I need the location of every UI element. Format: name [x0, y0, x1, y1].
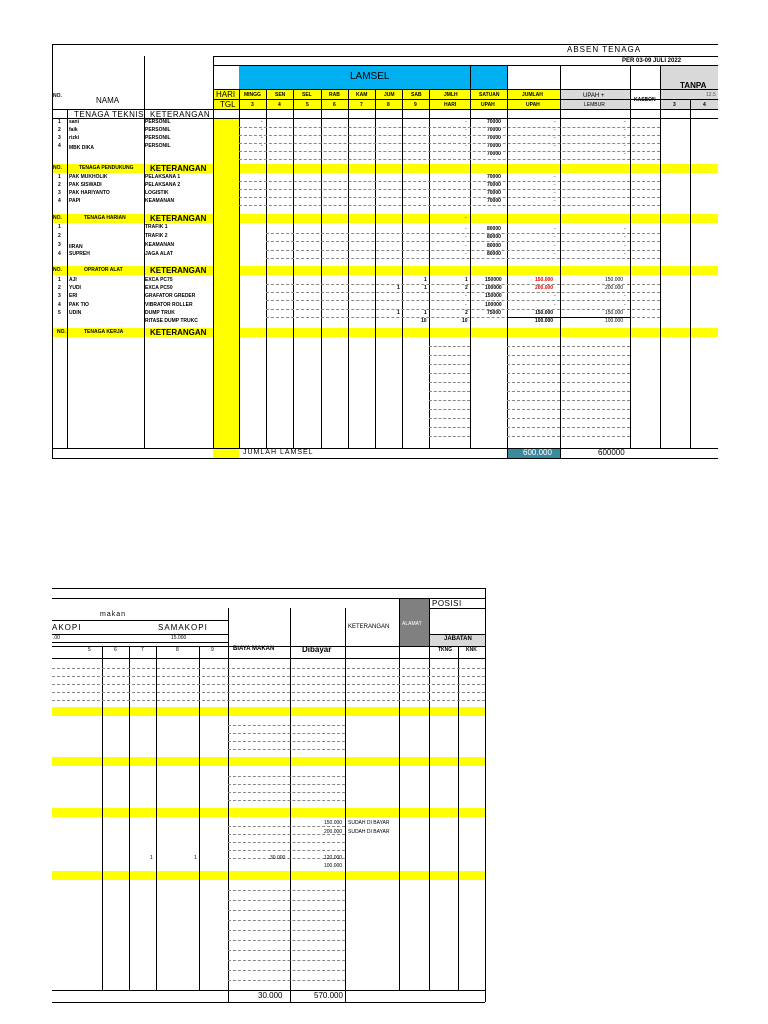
- paid-note: SUDAH DI BAYAR: [348, 820, 390, 826]
- harian-header: TENAGA HARIAN: [84, 215, 126, 221]
- pendukung-keterangan: KETERANGAN: [150, 164, 207, 173]
- row-rate: 70000: [487, 182, 501, 188]
- tgl-label: TGL: [220, 100, 236, 109]
- teknis-extra-dash: -: [624, 151, 626, 157]
- row-no: 5: [58, 310, 61, 316]
- row-no: 4: [58, 143, 61, 149]
- opr-header: OPRATOR ALAT: [84, 267, 123, 273]
- row-no: 2: [58, 285, 61, 291]
- period-label: PER 03-09 JULI 2022: [622, 58, 682, 64]
- kerja-header: TENAGA KERJA: [84, 329, 124, 335]
- row-lembur: -: [624, 143, 626, 149]
- total-upah: 600.000: [523, 448, 552, 457]
- row-rate: 150000: [485, 277, 502, 283]
- kerja-keterangan: KETERANGAN: [150, 328, 207, 337]
- row-ket: PELAKSANA 2: [145, 182, 181, 188]
- row-name: rizki: [69, 135, 80, 141]
- section-bar-4: [52, 871, 485, 880]
- paid-note: SUDAH DI BAYAR: [348, 829, 390, 835]
- row-jumlah: -: [554, 302, 556, 308]
- row-ket: PERSONIL: [145, 135, 171, 141]
- row-jumlah: -: [554, 234, 556, 240]
- row-rate: 70000: [487, 135, 501, 141]
- upah-plus-label: UPAH +: [583, 93, 605, 99]
- row-rate: 100000: [485, 302, 502, 308]
- row-rate: 80000: [487, 251, 501, 257]
- meal-biaya: 30.000: [270, 855, 286, 861]
- row-name: sani: [69, 119, 80, 125]
- day-sen: SEN: [275, 92, 286, 98]
- row-rate: 70000: [487, 174, 501, 180]
- paid-amount: 150.000: [324, 820, 343, 826]
- tanpa-label: TANPA: [680, 81, 707, 90]
- day-jum: JUM: [384, 92, 395, 98]
- row-jumlah: -: [554, 127, 556, 133]
- row-ket: PELAKSANA 1: [145, 174, 181, 180]
- row-lembur: -: [624, 293, 626, 299]
- row-rate: 150000: [485, 293, 502, 299]
- date-5: 5: [88, 647, 91, 653]
- row-jumlah: -: [554, 182, 556, 188]
- row-no: 2: [58, 182, 61, 188]
- row-lembur: 150.000: [605, 277, 624, 283]
- row-sab: 1: [424, 277, 427, 283]
- knk-label: KNK: [466, 647, 477, 653]
- nama-header: NAMA: [96, 96, 120, 105]
- row-name: PAK TIO: [69, 302, 89, 308]
- row-jumlah: 150.000: [535, 310, 554, 316]
- row-jumlah: -: [554, 243, 556, 249]
- jabatan-label: JABATAN: [444, 636, 472, 642]
- row-ket: RITASE DUMP TRUKC: [145, 318, 198, 324]
- row-jmlh: 2: [465, 310, 468, 316]
- row-lembur: -: [624, 226, 626, 232]
- row-ket: LOGISTIK: [145, 190, 169, 196]
- row-ket: JAGA ALAT: [145, 251, 173, 257]
- price-left: .00: [53, 635, 60, 641]
- row-jmlh: -: [465, 127, 467, 133]
- row-jmlh: -: [465, 302, 467, 308]
- row-rate: 100000: [485, 285, 502, 291]
- row-day-dash: -: [261, 143, 263, 149]
- row-jumlah: 150.000: [535, 277, 554, 283]
- row-lembur: -: [624, 234, 626, 240]
- attendance-sheet: [0, 0, 768, 470]
- row-no: 3: [58, 190, 61, 196]
- row-rate: 70000: [487, 198, 501, 204]
- total-dibayar: 570.000: [314, 991, 343, 1000]
- harian-bar-dash: -: [465, 215, 467, 221]
- row-jmlh: -: [465, 226, 467, 232]
- satuan-upah-label: UPAH: [481, 102, 495, 108]
- row-rate: 80000: [487, 234, 501, 240]
- row-name: MBK DIKA: [69, 145, 94, 151]
- row-no: 1: [58, 224, 61, 230]
- row-lembur: -: [624, 135, 626, 141]
- sheet-title: ABSEN TENAGA: [567, 45, 642, 54]
- row-jumlah: 200.000: [535, 285, 554, 291]
- row-lembur: 100.000: [605, 318, 624, 324]
- row-jum: 1: [397, 310, 400, 316]
- section-bar-3: [52, 808, 485, 817]
- paid-amount: 200.000: [324, 829, 343, 835]
- alamat-label: ALAMAT: [402, 621, 422, 627]
- row-no: 4: [58, 302, 61, 308]
- teknis-header: TENAGA TEKNIS: [74, 110, 144, 119]
- row-jmlh: -: [465, 143, 467, 149]
- row-ket: PERSONIL: [145, 127, 171, 133]
- row-ket: PERSONIL: [145, 119, 171, 125]
- day-sab: SAB: [411, 92, 422, 98]
- row-jmlh: 2: [465, 285, 468, 291]
- row-name: AJI: [69, 277, 77, 283]
- row-lembur: -: [624, 119, 626, 125]
- row-jmlh: -: [465, 119, 467, 125]
- hari-column-fill: [213, 118, 239, 458]
- row-jumlah: -: [554, 143, 556, 149]
- dibayar-label: Dibayar: [302, 645, 332, 654]
- row-ket: TRAFIK 2: [145, 233, 168, 239]
- row-lembur: -: [624, 243, 626, 249]
- hari-label: HARI: [216, 90, 236, 99]
- row-no: 2: [58, 233, 61, 239]
- pendukung-no-label: NO.: [53, 165, 62, 171]
- row-name: SUPREH: [69, 251, 90, 257]
- row-jumlah: -: [554, 190, 556, 196]
- samakopi-left: AKOPI: [52, 623, 82, 632]
- row-jmlh: -: [465, 243, 467, 249]
- row-jumlah: -: [554, 226, 556, 232]
- keterangan-label: KETERANGAN: [348, 624, 390, 630]
- section-bar-2: [52, 757, 485, 766]
- tanpa-sub: 12.5: [706, 92, 716, 98]
- row-jumlah: -: [554, 135, 556, 141]
- satuan-label: SATUAN: [479, 92, 500, 98]
- date-9: 9: [414, 102, 417, 108]
- row-day-dash: -: [261, 119, 263, 125]
- date-9: 9: [211, 647, 214, 653]
- row-jmlh: 1: [465, 277, 468, 283]
- row-sab: 1: [424, 285, 427, 291]
- row-lembur: -: [624, 302, 626, 308]
- opr-no-label: NO.: [53, 267, 62, 273]
- row-jmlh: -: [465, 293, 467, 299]
- date-4: 4: [278, 102, 281, 108]
- row-rate: 70000: [487, 143, 501, 149]
- jumlah-label: JUMLAH: [522, 92, 543, 98]
- row-no: 3: [58, 293, 61, 299]
- harian-keterangan: KETERANGAN: [150, 214, 207, 223]
- row-rate: 80000: [487, 226, 501, 232]
- row-no: 1: [58, 277, 61, 283]
- row-day-dash: -: [261, 135, 263, 141]
- row-lembur: -: [624, 127, 626, 133]
- day-rab: RAB: [329, 92, 340, 98]
- date-8: 8: [176, 647, 179, 653]
- opr-keterangan: KETERANGAN: [150, 266, 207, 275]
- row-jmlh: -: [465, 234, 467, 240]
- makan-label: makan: [100, 611, 127, 618]
- row-ket: DUMP TRUK: [145, 310, 175, 316]
- row-jmlh: 10: [462, 318, 468, 324]
- day-sel: SEL: [302, 92, 312, 98]
- row-name: UDIN: [69, 310, 82, 316]
- meal-dibayar: 120.000: [324, 855, 343, 861]
- day-mingg: MINGG: [244, 92, 261, 98]
- row-rate: 75000: [487, 310, 501, 316]
- row-lembur: 150.000: [605, 310, 624, 316]
- tkng-label: TKNG: [438, 647, 453, 653]
- row-ket: VIBRATOR ROLLER: [145, 302, 193, 308]
- biaya-makan-label: BIAYA MAKAN: [233, 646, 275, 652]
- total-biaya: 30.000: [258, 991, 283, 1000]
- jumlah-upah-label: UPAH: [526, 102, 540, 108]
- row-jum: 1: [397, 285, 400, 291]
- date-8: 8: [387, 102, 390, 108]
- row-name: faik: [69, 127, 78, 133]
- row-day-dash: -: [261, 127, 263, 133]
- date-7: 7: [360, 102, 363, 108]
- date-5: 5: [306, 102, 309, 108]
- row-ket: KEAMANAN: [145, 198, 175, 204]
- row-jmlh: -: [465, 135, 467, 141]
- jmlh-label: JMLH: [444, 92, 458, 98]
- meal-d9: 1: [194, 855, 197, 861]
- row-name: PAPI: [69, 198, 81, 204]
- row-sab: 1: [424, 310, 427, 316]
- date-6: 6: [333, 102, 336, 108]
- harian-no-label: NO.: [53, 215, 62, 221]
- row-jumlah: -: [554, 174, 556, 180]
- row-rate: 70000: [487, 190, 501, 196]
- row-jumlah: -: [554, 198, 556, 204]
- row-jumlah: -: [554, 251, 556, 257]
- row-name: ERI: [69, 293, 78, 299]
- keterangan-header: KETERANGAN: [150, 110, 211, 119]
- no-header: NO.: [53, 93, 62, 99]
- row-no: 1: [58, 119, 61, 125]
- row-jmlh: -: [465, 251, 467, 257]
- row-ket: PERSONIL: [145, 143, 171, 149]
- row-name: YUDI: [69, 285, 81, 291]
- lamsel-title: LAMSEL: [350, 71, 390, 82]
- row-rate: 70000: [487, 119, 501, 125]
- row-jumlah: -: [554, 293, 556, 299]
- row-ket: EXCA PC75: [145, 277, 173, 283]
- row-name: PAK MUKHOLIK: [69, 174, 108, 180]
- row-rate: 70000: [487, 127, 501, 133]
- day-kam: KAM: [356, 92, 368, 98]
- row-ket: EXCA PC50: [145, 285, 173, 291]
- row-name: PAK SISWADI: [69, 182, 102, 188]
- jmlh-hari-label: HARI: [444, 102, 457, 108]
- row-no: 1: [58, 174, 61, 180]
- row-no: 4: [58, 198, 61, 204]
- date-7: 7: [141, 647, 144, 653]
- pendukung-header: TENAGA PENDUKUNG: [79, 165, 134, 171]
- row-no: 3: [58, 135, 61, 141]
- row-no: 2: [58, 127, 61, 133]
- row-jumlah: 100.000: [535, 318, 554, 324]
- row-rate: 80000: [487, 243, 501, 249]
- date-3: 3: [251, 102, 254, 108]
- row-ket: KEAMANAN: [145, 242, 175, 248]
- date-6: 6: [114, 647, 117, 653]
- extra-date-4: 4: [703, 102, 706, 108]
- row-sab: 10: [421, 318, 427, 324]
- meal-d8: 1: [150, 855, 153, 861]
- price-label: 15.000: [171, 635, 187, 641]
- teknis-extra-rate: 70000: [487, 151, 501, 157]
- lembur-label: LEMBUR: [584, 102, 605, 108]
- posisi-label: POSISI: [432, 599, 462, 608]
- samakopi-label: SAMAKOPI: [158, 623, 208, 632]
- section-bar-1: [52, 707, 485, 716]
- kerja-no-label: NO.: [57, 329, 66, 335]
- extra-date-3: 3: [673, 102, 676, 108]
- extra-dibayar: 100.000: [324, 863, 343, 869]
- row-no: 3: [58, 242, 61, 248]
- total-lembur: 600000: [598, 448, 625, 457]
- row-no: 4: [58, 251, 61, 257]
- row-jumlah: -: [554, 119, 556, 125]
- row-name: PAK HARIYANTO: [69, 190, 110, 196]
- kasbon-label: KASBON: [634, 97, 656, 103]
- row-lembur: -: [624, 251, 626, 257]
- meal-sheet: [0, 580, 768, 1010]
- row-ket: TRAFIK 1: [145, 224, 168, 230]
- total-label: JUMLAH LAMSEL: [243, 449, 314, 456]
- row-name: IIRAN: [69, 244, 83, 250]
- row-ket: GRAFATOR GREDER: [145, 293, 196, 299]
- row-lembur: 200.000: [605, 285, 624, 291]
